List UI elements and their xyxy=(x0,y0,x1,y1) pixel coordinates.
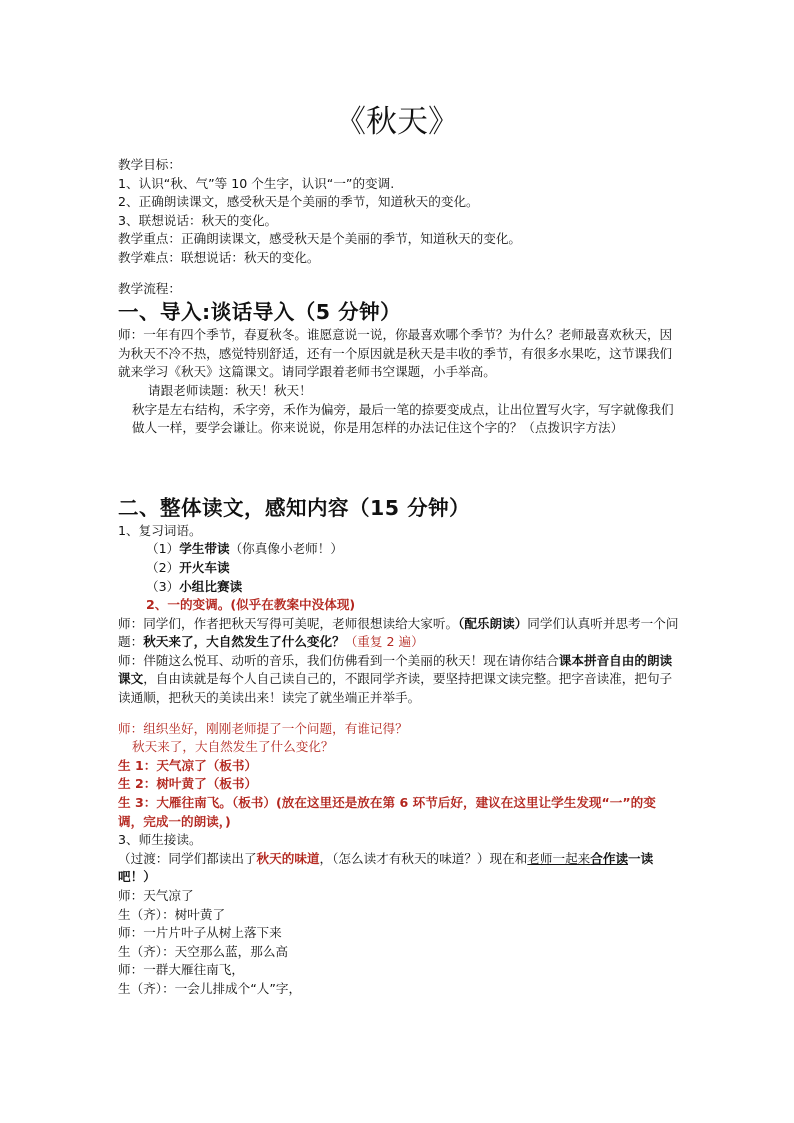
question-1: 师：组织坐好，刚刚老师提了一个问题，有谁记得？ xyxy=(118,720,408,736)
tone-change-note: 2、一的变调。(似乎在教案中没体现) xyxy=(146,597,356,613)
text-span: 合作读 xyxy=(590,850,629,866)
dialog-line: 生（齐）：树叶黄了 xyxy=(118,906,226,922)
text-span: 师：伴随这么悦耳、动听的音乐，我们仿佛看到一个美丽的秋天！现在请你结合 xyxy=(118,652,559,668)
review-note: （你真像小老师！） xyxy=(229,541,343,557)
text-span: ，自由读就是每个人自己读自己的，不跟同学齐读，要坚持把课文读完整。把字音读准，把句子读通顺，把秋天的美读出来！读完了就坐端正并举手。 xyxy=(118,671,673,706)
review-label: 开火车读 xyxy=(179,559,230,575)
review-item-2 xyxy=(118,559,680,578)
text-span: （重复 2 遍） xyxy=(344,634,424,650)
lesson-content xyxy=(118,156,680,999)
partner-reading-heading: 3、师生接读。 xyxy=(118,832,202,848)
section1-para2: 请跟老师读题：秋天！秋天！ xyxy=(148,382,312,398)
review-num: （3） xyxy=(146,578,180,594)
text-span: （过渡：同学们都读出了 xyxy=(118,850,257,866)
text-span: 秋天来了，大自然发生了什么变化？ xyxy=(143,634,345,650)
text-span: （配乐朗读） xyxy=(458,615,528,631)
review-label: 学生带读 xyxy=(179,541,230,557)
goal-item: 1、认识“秋、气”等 10 个生字，认识“一”的变调. xyxy=(118,175,395,191)
text-span: 同学们认真听并思考一个问题： xyxy=(118,615,679,650)
dialog-line: 师：天气凉了 xyxy=(118,888,194,903)
section1-para3: 秋字是左右结构，禾字旁，禾作为偏旁，最后一笔的捺要变成点，让出位置写火字，写字就像我们做人一样，要学会谦让。你来说说，你是用怎样的办法记住这个字的？（点拨识字方法） xyxy=(132,401,674,436)
section1-para1: 师：一年有四个季节，春夏秋冬。谁愿意说一说，你最喜欢哪个季节？为什么？老师最喜欢秋天，因为秋天不冷不热，感觉特别舒适，还有一个原因就是秋天是丰收的季节，有很多水果吃，这节课我们就来学习《秋天》这篇课文。请同学跟着老师书空课题，小手举高。 xyxy=(118,327,673,380)
student-answer-3: 生 3：大雁往南飞。（板书）(放在这里还是放在第 6 环节后好，建议在这里让学生发现“一”的变调，完成一的朗读，) xyxy=(118,795,656,829)
page-title: 《秋天》 xyxy=(335,104,459,140)
review-num: （2） xyxy=(146,559,180,575)
text-span: 课本拼音自由的朗读课文 xyxy=(118,652,673,687)
review-num: （1） xyxy=(146,541,180,557)
text-span: 秋天的味道 xyxy=(256,850,320,866)
teacher-line-2 xyxy=(118,652,680,708)
student-answer-1: 生 1：天气凉了（板书） xyxy=(118,757,258,773)
dialog-line: 师：一片片叶子从树上落下来 xyxy=(118,925,282,941)
goals-heading: 教学目标： xyxy=(118,157,181,172)
student-answer-2: 生 2：树叶黄了（板书） xyxy=(118,776,258,792)
transition-line xyxy=(118,850,680,887)
teacher-line-1 xyxy=(118,615,680,652)
text-span: 师：同学们，作者把秋天写得可美呢，老师很想读给大家听。 xyxy=(118,615,459,631)
review-item-3 xyxy=(118,578,680,597)
difficulty: 教学难点：联想说话：秋天的变化。 xyxy=(118,249,320,265)
question-2: 秋天来了，大自然发生了什么变化？ xyxy=(132,739,334,755)
key-point: 教学重点：正确朗读课文，感受秋天是个美丽的季节，知道秋天的变化。 xyxy=(118,231,521,247)
dialog-line: 师：一群大雁往南飞， xyxy=(118,962,244,978)
text-span: 一读吧！） xyxy=(118,850,654,885)
review-heading: 1、复习词语。 xyxy=(118,522,202,538)
review-label: 小组比赛读 xyxy=(179,578,243,594)
review-item-1 xyxy=(118,540,680,559)
dialog-line: 生（齐）：天空那么蓝，那么高 xyxy=(118,943,289,959)
text-span: ，（怎么读才有秋天的味道？）现在和 xyxy=(319,850,528,866)
text-span: 老师一起来 xyxy=(527,850,591,866)
section2-heading: 二、整体读文，感知内容（15 分钟） xyxy=(118,495,471,520)
flow-heading: 教学流程： xyxy=(118,280,181,296)
goal-item: 3、联想说话：秋天的变化。 xyxy=(118,212,278,228)
goal-item: 2、正确朗读课文，感受秋天是个美丽的季节，知道秋天的变化。 xyxy=(118,194,479,210)
section1-heading: 一、导入:谈话导入（5 分钟） xyxy=(118,300,402,325)
dialog-line: 生（齐）：一会儿排成个“人”字， xyxy=(118,980,302,996)
